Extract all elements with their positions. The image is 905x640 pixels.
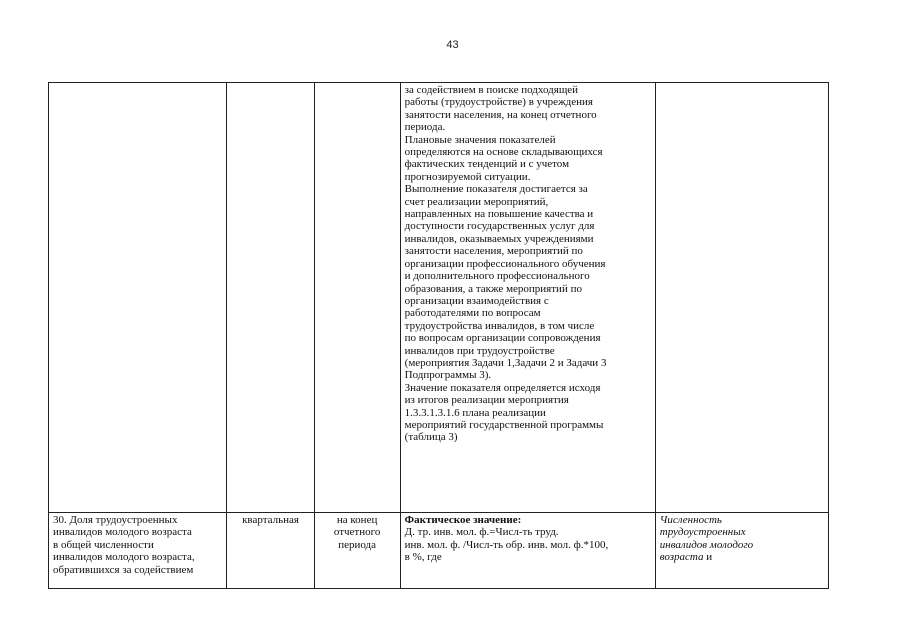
method-cell <box>400 83 655 513</box>
indicator-cell <box>49 513 227 589</box>
method-paragraph: Плановые значения показателей определяются на основе складывающихся фактических тенденций и с учетом прогнозируемой ситуации. <box>404 133 603 183</box>
indicator-cell <box>49 83 227 513</box>
table-row <box>49 83 829 513</box>
indicator-text: 30. Доля трудоустроенных инвалидов молодого возраста в общей численности инвалидов молодого возраста, обратившихся за содействием <box>53 514 195 576</box>
periodicity-cell <box>227 83 314 513</box>
time-basis-cell <box>314 83 400 513</box>
time-basis-text: на конец отчетного периода <box>333 514 381 551</box>
table-row <box>49 513 829 589</box>
indicator-table <box>48 82 829 589</box>
source-italic-text: Численность трудоустроенных инвалидов молодого возраста <box>659 514 754 564</box>
method-heading: Фактическое значение: <box>404 514 522 526</box>
method-cell <box>400 513 655 589</box>
source-plain-text: и <box>703 551 713 564</box>
method-paragraph: Значение показателя определяется исходя из итогов реализации мероприятия 1.3.3.1.3.1.6 плана реализации мероприятий государственной программы (таблица 3) <box>404 381 604 444</box>
source-cell <box>655 83 828 513</box>
method-paragraph: за содействием в поиске подходящей работы (трудоустройстве) в учреждения занятости населения, на конец отчетного периода. <box>404 84 597 134</box>
periodicity-cell <box>227 513 314 589</box>
method-formula: Д. тр. инв. мол. ф.=Числ-ть труд. инв. мол. ф. /Числ-ть обр. инв. мол. ф.*100, в %, где <box>404 526 609 564</box>
periodicity-text: квартальная <box>242 514 299 526</box>
source-cell <box>655 513 828 589</box>
time-basis-cell <box>314 513 400 589</box>
method-paragraph: Выполнение показателя достигается за счет реализации мероприятий, направленных на повышение качества и доступности государственных услуг для инвалидов, оказываемых учреждениями занятости населения, мероприятий по организации профессионального обучения и дополнительного профессионального образования, а также мероприятий по организации взаимодействия с работодателями по вопросам трудоустройства инвалидов, в том числе по вопросам организации сопровождения инвалидов при трудоустройстве (мероприятия Задачи 1,Задачи 2 и Задачи 3 Подпрограммы 3). <box>404 183 607 382</box>
page-number: 43 <box>446 39 459 51</box>
